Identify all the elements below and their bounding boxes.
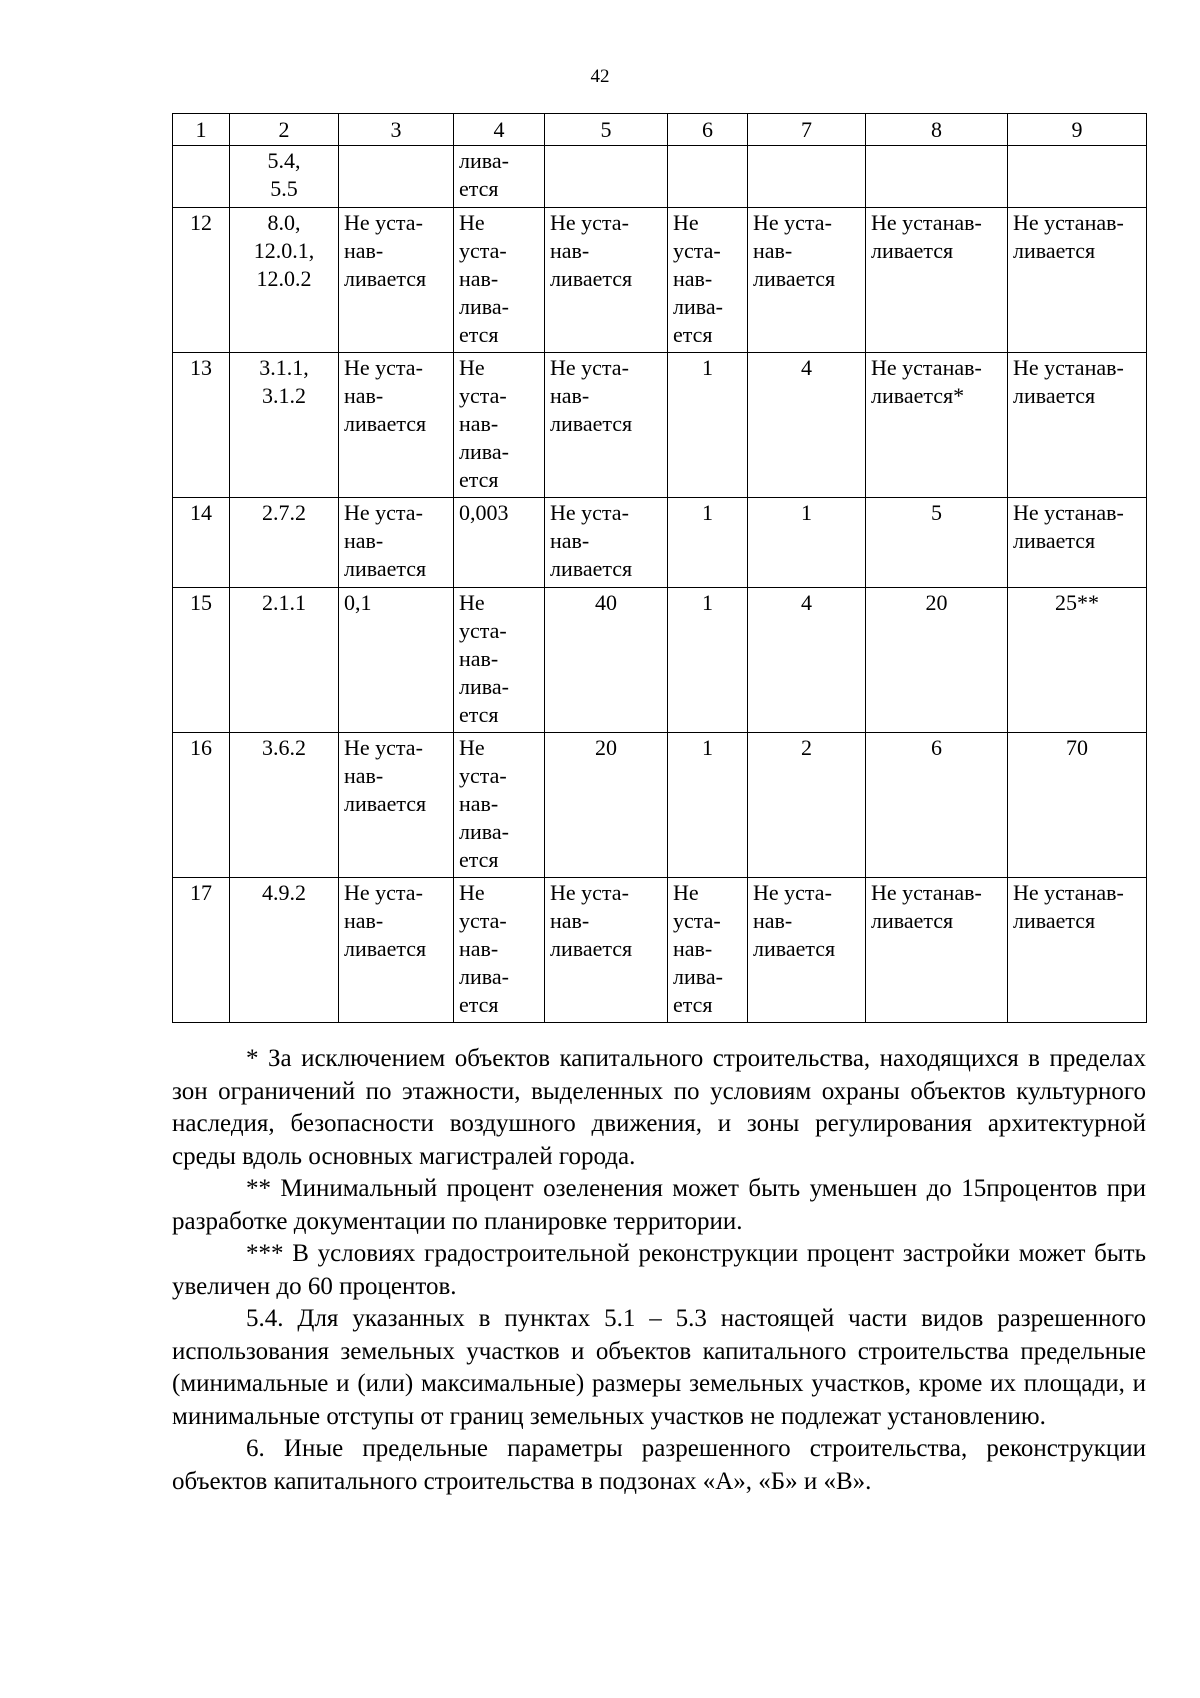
table-cell: 6 <box>866 733 1008 878</box>
table-cell: 0,1 <box>339 588 454 733</box>
parameters-table <box>172 113 1147 1023</box>
footnote-single-asterisk: * За исключением объектов капитального строительства, находящихся в пределах зон ограничений по этажности, выделенных по условиям охраны объектов культурного наследия, безопасности воздушного движения, и зоны регулирования архитектурной среды вдоль основных магистралей города. <box>172 1045 1146 1170</box>
table-cell <box>173 146 230 208</box>
table-cell: Не уста- нав- лива- ется <box>454 588 545 733</box>
table-cell: Не устанав- ливается <box>1008 353 1147 498</box>
table-cell: 1 <box>668 588 748 733</box>
paragraph-5-4: 5.4. Для указанных в пунктах 5.1 – 5.3 настоящей части видов разрешенного использования земельных участков и объектов капитального строительства предельные (минимальные и (или) максимальные) размеры земельных участков, кроме их площади, и минимальные отступы от границ земельных участков не подлежат установлению. <box>172 1305 1146 1430</box>
header-cell: 6 <box>668 114 748 146</box>
table-cell: 3.1.1, 3.1.2 <box>230 353 339 498</box>
table-cell <box>545 146 668 208</box>
table-cell: Не уста- нав- ливается <box>545 878 668 1023</box>
table-cell: Не уста- нав- ливается <box>545 208 668 353</box>
table-cell: 20 <box>866 588 1008 733</box>
table-cell: Не устанав- ливается <box>866 208 1008 353</box>
table-cell: 3.6.2 <box>230 733 339 878</box>
table-row <box>173 498 1147 588</box>
table-cell: Не уста- нав- лива- ется <box>668 878 748 1023</box>
table-cell: Не уста- нав- ливается <box>748 878 866 1023</box>
table-cell: 5 <box>866 498 1008 588</box>
table-cell: Не устанав- ливается <box>1008 208 1147 353</box>
table-cell: 16 <box>173 733 230 878</box>
table-cell: 2 <box>748 733 866 878</box>
table-cell: Не уста- нав- лива- ется <box>454 353 545 498</box>
table-cell: 0,003 <box>454 498 545 588</box>
table-cell: 13 <box>173 353 230 498</box>
table-cell: 1 <box>748 498 866 588</box>
table-cell: 14 <box>173 498 230 588</box>
table-cell: Не уста- нав- ливается <box>545 353 668 498</box>
table-row <box>173 353 1147 498</box>
header-cell: 5 <box>545 114 668 146</box>
table-cell: Не устанав- ливается <box>1008 498 1147 588</box>
table-cell: 4 <box>748 353 866 498</box>
header-cell: 9 <box>1008 114 1147 146</box>
footnote-double-asterisk: ** Минимальный процент озеленения может быть уменьшен до 15процентов при разработке документации по планировке территории. <box>172 1175 1146 1235</box>
table-cell: Не уста- нав- ливается <box>545 498 668 588</box>
table-cell: Не уста- нав- ливается <box>339 498 454 588</box>
table-cell: 25** <box>1008 588 1147 733</box>
table-row <box>173 733 1147 878</box>
table-cell: Не уста- нав- ливается <box>339 733 454 878</box>
footnotes-and-text <box>172 1043 1146 1498</box>
table-cell: 12 <box>173 208 230 353</box>
table-cell <box>339 146 454 208</box>
header-cell: 3 <box>339 114 454 146</box>
header-cell: 4 <box>454 114 545 146</box>
table-cell: Не устанав- ливается <box>1008 878 1147 1023</box>
table-cell: 40 <box>545 588 668 733</box>
table-cell: 4 <box>748 588 866 733</box>
footnote-triple-asterisk: *** В условиях градостроительной реконструкции процент застройки может быть увеличен до 60 процентов. <box>172 1240 1146 1300</box>
table-cell: Не уста- нав- лива- ется <box>668 208 748 353</box>
table-row <box>173 208 1147 353</box>
table-cell: 2.7.2 <box>230 498 339 588</box>
table-cell: Не уста- нав- лива- ется <box>454 208 545 353</box>
page-number: 42 <box>590 66 610 87</box>
table-cell: 2.1.1 <box>230 588 339 733</box>
table-cell: 70 <box>1008 733 1147 878</box>
table-cell: Не уста- нав- ливается <box>339 208 454 353</box>
header-cell: 8 <box>866 114 1008 146</box>
table-row <box>173 588 1147 733</box>
table-cell: Не устанав- ливается <box>866 878 1008 1023</box>
paragraph-6: 6. Иные предельные параметры разрешенного строительства, реконструкции объектов капитального строительства в подзонах «А», «Б» и «В». <box>172 1435 1146 1495</box>
table-row <box>173 878 1147 1023</box>
table-cell <box>1008 146 1147 208</box>
header-cell: 2 <box>230 114 339 146</box>
table-cell: 17 <box>173 878 230 1023</box>
table-cell <box>866 146 1008 208</box>
table-cell: Не уста- нав- ливается <box>339 878 454 1023</box>
table-cell: Не устанав- ливается* <box>866 353 1008 498</box>
table-cell: Не уста- нав- ливается <box>339 353 454 498</box>
table-cell: Не уста- нав- лива- ется <box>454 878 545 1023</box>
header-cell: 7 <box>748 114 866 146</box>
table-cell: 8.0, 12.0.1, 12.0.2 <box>230 208 339 353</box>
table-cell: 15 <box>173 588 230 733</box>
table-cell: 20 <box>545 733 668 878</box>
table-cell: лива- ется <box>454 146 545 208</box>
table-cell: 4.9.2 <box>230 878 339 1023</box>
table-cell: Не уста- нав- лива- ется <box>454 733 545 878</box>
table-cell <box>668 146 748 208</box>
table-cell: 1 <box>668 733 748 878</box>
table-cell: 1 <box>668 353 748 498</box>
header-cell: 1 <box>173 114 230 146</box>
table-header-row <box>173 114 1147 146</box>
table-cell: Не уста- нав- ливается <box>748 208 866 353</box>
table-row <box>173 146 1147 208</box>
table-cell: 5.4, 5.5 <box>230 146 339 208</box>
table-cell <box>748 146 866 208</box>
table-cell: 1 <box>668 498 748 588</box>
